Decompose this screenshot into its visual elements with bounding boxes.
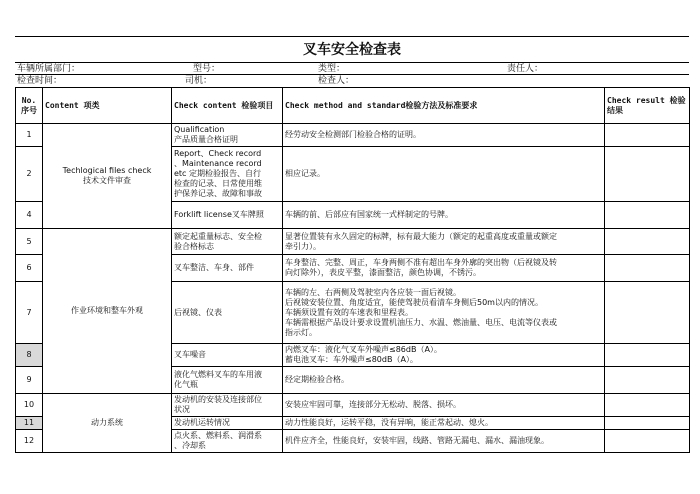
row-no: 9: [16, 367, 43, 394]
driver-label: 司机：: [185, 76, 213, 86]
row-method: 经劳动安全检测部门检验合格的证明。: [283, 124, 605, 147]
row-no: 12: [16, 430, 43, 453]
row-no: 11: [16, 417, 43, 430]
row-item: Forklift license叉车牌照: [172, 202, 283, 229]
row-result[interactable]: [605, 229, 690, 255]
row-result[interactable]: [605, 202, 690, 229]
info-row-2: [15, 74, 689, 87]
header-result: Check result 检验结果: [605, 88, 690, 124]
row-item: Qualification 产品质量合格证明: [172, 124, 283, 147]
row-method: 车辆的前、后部应有国家统一式样制定的号牌。: [283, 202, 605, 229]
row-item: 点火系、燃料系、润滑系 、冷却系: [172, 430, 283, 453]
row-result[interactable]: [605, 282, 690, 344]
row-item: 发动机运转情况: [172, 417, 283, 430]
row-method: 动力性能良好，运转平稳，没有异响，能正常起动、熄火。: [283, 417, 605, 430]
row-result[interactable]: [605, 124, 690, 147]
row-method: 机件应齐全，性能良好，安装牢固，线路、管路无漏电、漏水、漏油现象。: [283, 430, 605, 453]
row-no: 1: [16, 124, 43, 147]
row-item: 叉车整洁、车身、部件: [172, 255, 283, 282]
row-item: 发动机的安装及连接部位 状况: [172, 394, 283, 417]
row-result[interactable]: [605, 417, 690, 430]
row-method: 显著位置装有永久固定的标牌，标有最大能力（额定的起重高度或重量或额定 牵引力）。: [283, 229, 605, 255]
page-title: 叉车安全检查表: [15, 36, 689, 63]
row-item: 叉车噪音: [172, 344, 283, 367]
header-no: No. 序号: [16, 88, 43, 124]
model-label: 型号：: [193, 64, 221, 74]
row-no: 7: [16, 282, 43, 344]
row-result[interactable]: [605, 394, 690, 417]
row-method: 内燃叉车：液化气叉车外噪声≤86dB（A）。 蓄电池叉车：车外噪声≤80dB（A）。: [283, 344, 605, 367]
inspection-table: [15, 87, 690, 453]
row-item: Report、Check record 、Maintenance record etc 定期检验报告、自行 检查的记录、日常使用维 护保养记录、故障和事故: [172, 147, 283, 202]
row-result[interactable]: [605, 147, 690, 202]
type-label: 类型：: [318, 64, 346, 74]
table-row: [16, 229, 690, 255]
row-method: 安装应牢固可靠，连接部分无松动、脱落、损坏。: [283, 394, 605, 417]
row-no: 4: [16, 202, 43, 229]
row-no: 8: [16, 344, 43, 367]
row-method: 相应记录。: [283, 147, 605, 202]
row-no: 5: [16, 229, 43, 255]
dept-label: 车辆所属部门：: [17, 64, 81, 74]
header-content: Content 项类: [43, 88, 172, 124]
row-no: 2: [16, 147, 43, 202]
row-no: 6: [16, 255, 43, 282]
inspector-label: 检查人：: [318, 76, 355, 86]
group-environment-appearance: 作业环境和整车外观: [43, 229, 172, 394]
row-method: 车身整洁、完整、周正，车身两侧不准有超出车身外廓的突出物（后视镜及转 向灯除外），表皮平整，漆面整洁，颜色协调，不锈污。: [283, 255, 605, 282]
responsible-person-label: 责任人：: [507, 64, 544, 74]
table-row: [16, 394, 690, 417]
row-no: 10: [16, 394, 43, 417]
row-method: 经定期检验合格。: [283, 367, 605, 394]
header-method: Check method and standard检验方法及标准要求: [283, 88, 605, 124]
group-power-system: 动力系统: [43, 394, 172, 453]
check-time-label: 检查时间：: [17, 76, 63, 86]
row-method: 车辆的左、右两侧及驾驶室内各应装一面后视镜。 后视镜安装位置、角度适宜，能使驾驶员看清车身侧后50m以内的情况。 车辆须设置有效的车速表和里程表。 车辆需根据产品设计要求设置机油压力、水温、燃油量、电压、电流等仪表或 指示灯。: [283, 282, 605, 344]
group-technical-files: Techlogical files check 技术文件审查: [43, 124, 172, 229]
table-row: [16, 124, 690, 147]
row-item: 额定起重量标志、安全检 验合格标志: [172, 229, 283, 255]
header-check-content: Check content 检验项目: [172, 88, 283, 124]
row-item: 后视镜、仪表: [172, 282, 283, 344]
row-result[interactable]: [605, 255, 690, 282]
row-result[interactable]: [605, 430, 690, 453]
header-row: [16, 88, 690, 124]
row-result[interactable]: [605, 367, 690, 394]
row-item: 液化气燃料叉车的车用液 化气瓶: [172, 367, 283, 394]
row-result[interactable]: [605, 344, 690, 367]
